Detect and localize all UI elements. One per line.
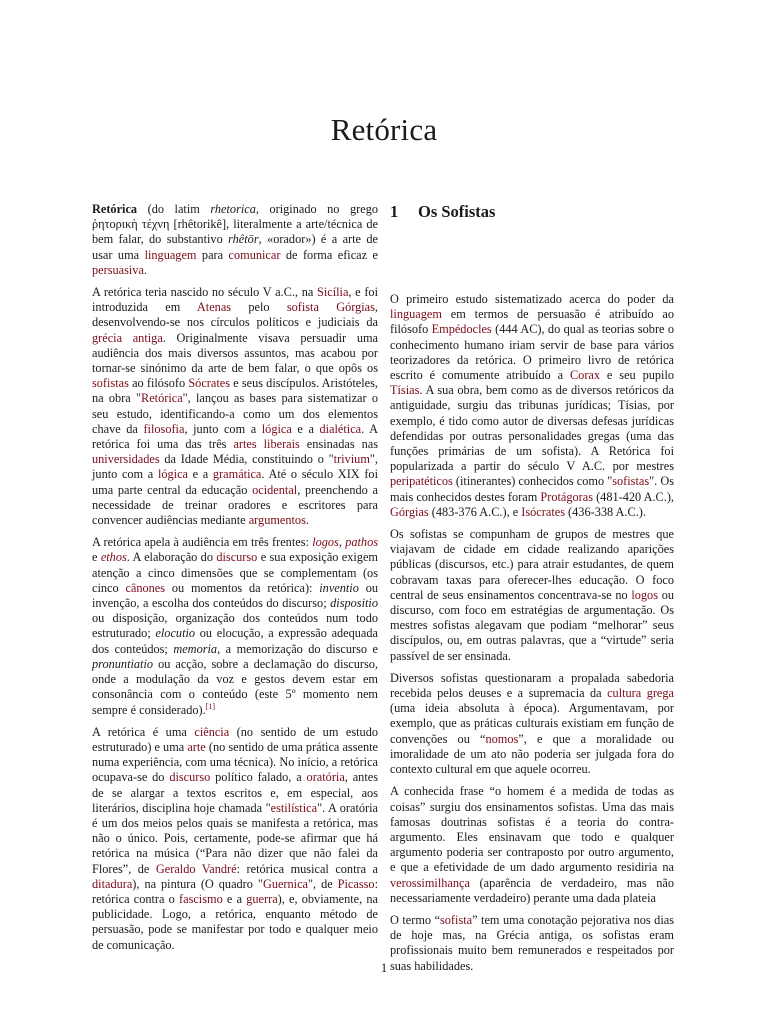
section-title: Os Sofistas bbox=[418, 202, 496, 221]
link-guernica[interactable]: Guernica bbox=[262, 876, 309, 891]
link-linguagem[interactable]: linguagem bbox=[144, 247, 197, 262]
link-sofista[interactable]: sofista bbox=[286, 300, 319, 315]
link-dialetica[interactable]: dialética bbox=[319, 421, 362, 436]
link-retorica-obra[interactable]: Retórica bbox=[141, 391, 183, 406]
link-empedocles[interactable]: Empédocles bbox=[431, 322, 492, 337]
intro-paragraph: Retórica (do latim rhetorica, originado no grego ῥητορικὴ τέχνη [rhêtorikê], literalmente a arte/técnica de bem falar, do substantivo rhêtōr, «orador») é a arte de usar uma linguagem para comunicar de forma eficaz e persuasiva. bbox=[92, 202, 379, 277]
link-oratoria[interactable]: oratória bbox=[306, 770, 345, 785]
science-art-paragraph: A retórica é uma ciência (no sentido de um estudo estruturado) e uma arte (no sentido de uma prática assente numa experiência, com uma técnica). No início, a retórica ocupava-se do discurso político falado, a oratória, antes de se alargar a textos escritos e, em especial, aos literários, disciplina hoje chamada "estilística". A oratória é um dos meios pelos quais se manifesta a retórica, mas não o único. Pois, certamente, pode-se afirmar que há retórica na música (“Para não dizer que não falei da Flores”, de Geraldo Vandré: retórica musical contra a ditadura), na pintura (O quadro "Guernica", de Picasso: retórica contra o fascismo e a guerra), e, obviamente, na publicidade. Logo, a retórica, enquanto método de persuasão, pode se manifestar por todo e qualquer meio de comunicação. bbox=[92, 724, 378, 952]
link-nomos[interactable]: nomos bbox=[485, 731, 519, 746]
link-ciencia[interactable]: ciência bbox=[194, 724, 230, 739]
link-argumentos[interactable]: argumentos bbox=[248, 513, 306, 528]
link-tisias[interactable]: Tísias bbox=[390, 383, 420, 398]
link-canones[interactable]: cânones bbox=[125, 580, 166, 595]
link-gorgias[interactable]: Górgias bbox=[336, 300, 375, 315]
link-logos[interactable]: logos bbox=[312, 535, 339, 550]
link-verossimilhanca[interactable]: verossimilhança bbox=[390, 875, 470, 890]
link-ethos[interactable]: ethos bbox=[100, 550, 127, 565]
link-isocrates[interactable]: Isócrates bbox=[521, 504, 565, 519]
link-ditadura[interactable]: ditadura bbox=[92, 876, 133, 891]
right-column bbox=[390, 202, 674, 981]
link-trivium[interactable]: trivium bbox=[333, 452, 370, 467]
section-heading bbox=[390, 202, 674, 222]
link-discurso[interactable]: discurso bbox=[216, 550, 258, 565]
link-geraldo-vandre[interactable]: Geraldo Vandré bbox=[155, 861, 237, 876]
term-bold: Retórica bbox=[92, 202, 138, 216]
link-peripateticos[interactable]: peripatéticos bbox=[390, 474, 453, 489]
history-paragraph: A retórica teria nascido no século V a.C., na Sicília, e foi introduzida em Atenas pelo sofista Górgias, desenvolvendo-se nos círculos políticos e judiciais da grécia antiga. Originalmente visava persuadir uma audiência dos mais diversos assuntos, mas acabou por tornar-se sinónimo da arte de bem falar, o que opôs os sofistas ao filósofo Sócrates e seus discípulos. Aristóteles, na obra "Retórica", lançou as bases para sistematizar o seu estudo, identificando-a como um dos elementos chave da filosofia, junto com a lógica e a dialética. A retórica foi uma das três artes liberais ensinadas nas universidades da Idade Média, constituindo o "trivium", junto com a lógica e a gramática. Até o século XIX foi uma parte central da educação ocidental, preenchendo a necessidade de treinar oradores e escritores para convencer audiências mediante argumentos. bbox=[92, 285, 379, 528]
link-sofista-2[interactable]: sofista bbox=[440, 912, 473, 927]
link-corax[interactable]: Corax bbox=[569, 368, 601, 383]
link-gramatica[interactable]: gramática bbox=[212, 467, 262, 482]
link-arte[interactable]: arte bbox=[187, 739, 206, 754]
canons-paragraph: A retórica apela à audiência em três frentes: logos, pathos e ethos. A elaboração do discurso e sua exposição exigem atenção a cinco dimensões que se complementam (os cinco cânones ou momentos da retórica): inventio ou invenção, a escolha dos conteúdos do discurso; dispositio ou disposição, organização dos conteúdos num todo estruturado; elocutio ou elocução, a expressão adequada dos conteúdos; memoria, a memorização do discurso e pronuntiatio ou acção, sobre a declamação do discurso, onde a modulação da voz e gestos devem estar em consonância com o conteúdo (este 5º momento nem sempre é considerado).[1] bbox=[92, 535, 378, 717]
sofistas-paragraph-1: O primeiro estudo sistematizado acerca do poder da linguagem em termos de persuasão é atribuído ao filósofo Empédocles (444 AC), do qual as teorias sobre o conhecimento humano iriam servir de base para vários teorizadores da retórica. O primeiro livro de retórica escrito é comumente atribuído a Corax e seu pupilo Tísias. A sua obra, bem como as de diversos retóricos da antiguidade, surgiu das tribunas jurídicas; Tísias, por exemplo, é tido como autor de diversas defesas jurídicas defendidas por outras personalidades gregas (uma das funções primárias de um sofista). A Retórica foi popularizada a partir do século V A.C. por mestres peripatéticos (itinerantes) conhecidos como "sofistas". Os mais conhecidos destes foram Protágoras (481-420 A.C.), Górgias (483-376 A.C.), e Isócrates (436-338 A.C.). bbox=[390, 292, 675, 519]
link-socrates[interactable]: Sócrates bbox=[188, 376, 230, 391]
citation-ref[interactable]: [1] bbox=[205, 701, 216, 711]
link-grecia-antiga[interactable]: grécia antiga bbox=[92, 330, 163, 345]
page-title: Retórica bbox=[330, 112, 438, 147]
left-column bbox=[92, 202, 378, 960]
link-protagoras[interactable]: Protágoras bbox=[540, 489, 593, 504]
link-filosofia[interactable]: filosofia bbox=[143, 421, 185, 436]
page-number: 1 bbox=[380, 960, 388, 975]
link-guerra[interactable]: guerra bbox=[246, 891, 278, 906]
link-universidades[interactable]: universidades bbox=[92, 452, 160, 467]
link-logos-2[interactable]: logos bbox=[631, 587, 658, 602]
link-persuasiva[interactable]: persuasiva bbox=[92, 262, 144, 277]
link-artes-liberais[interactable]: artes liberais bbox=[233, 437, 300, 452]
link-sofistas[interactable]: sofistas bbox=[92, 376, 129, 391]
section-number: 1 bbox=[390, 202, 399, 221]
sofistas-paragraph-3: Diversos sofistas questionaram a propalada sabedoria recebida pelos deuses e a supremacia da cultura grega (uma ideia absoluta à época). Argumentavam, por exemplo, que as práticas culturais existiam em função de convenções ou “nomos”, e que a moralidade ou imoralidade de um ato não poderia ser julgada fora do contexto cultural em que aquele ocorreu. bbox=[390, 670, 674, 777]
link-pathos[interactable]: pathos bbox=[345, 535, 378, 550]
sofistas-paragraph-4: A conhecida frase “o homem é a medida de todas as coisas” surgiu dos ensinamentos sofistas. Uma das mais famosas doutrinas sofistas é a teoria do contra-argumento. Eles ensinavam que todo e qualquer argumento poderia ser contraposto por outro argumento, e que a efetividade de um dado argumento residiria na verossimilhança (aparência de verdadeiro, mas não necessariamente verdadeiro) perante uma dada plateia bbox=[390, 784, 674, 905]
link-estilistica[interactable]: estilística bbox=[270, 800, 318, 815]
link-picasso[interactable]: Picasso bbox=[337, 876, 375, 891]
link-linguagem-2[interactable]: linguagem bbox=[390, 307, 442, 322]
link-gorgias-2[interactable]: Górgias bbox=[390, 504, 429, 519]
sofistas-paragraph-2: Os sofistas se compunham de grupos de mestres que viajavam de cidade em cidade realizando aparições públicas (discursos, etc.) para atrair estudantes, de quem cobravam taxas para oferecer-lhes educação. O foco central de seus ensinamentos concentrava-se no logos ou discurso, com foco em estratégias de argumentação. Os mestres sofistas alegavam que podiam “melhorar” seus discípulos, ou, em outras palavras, que a “virtude” seria passível de ser ensinada. bbox=[390, 527, 674, 663]
link-sofistas-2[interactable]: sofistas bbox=[612, 474, 650, 489]
link-comunicar[interactable]: comunicar bbox=[228, 247, 281, 262]
link-atenas[interactable]: Atenas bbox=[196, 300, 232, 315]
link-logica[interactable]: lógica bbox=[261, 421, 292, 436]
link-cultura-grega[interactable]: cultura grega bbox=[607, 686, 674, 701]
link-discurso-2[interactable]: discurso bbox=[169, 770, 211, 785]
link-ocidental[interactable]: ocidental bbox=[252, 482, 298, 497]
link-fascismo[interactable]: fascismo bbox=[179, 891, 223, 906]
link-sicilia[interactable]: Sicília bbox=[317, 285, 349, 300]
sofistas-paragraph-5: O termo “sofista” tem uma conotação pejorativa nos dias de hoje mas, na Grécia antiga, os sofistas eram profissionais muito bem remunerados e respeitados por suas habilidades. bbox=[390, 912, 674, 973]
link-logica-2[interactable]: lógica bbox=[157, 467, 188, 482]
